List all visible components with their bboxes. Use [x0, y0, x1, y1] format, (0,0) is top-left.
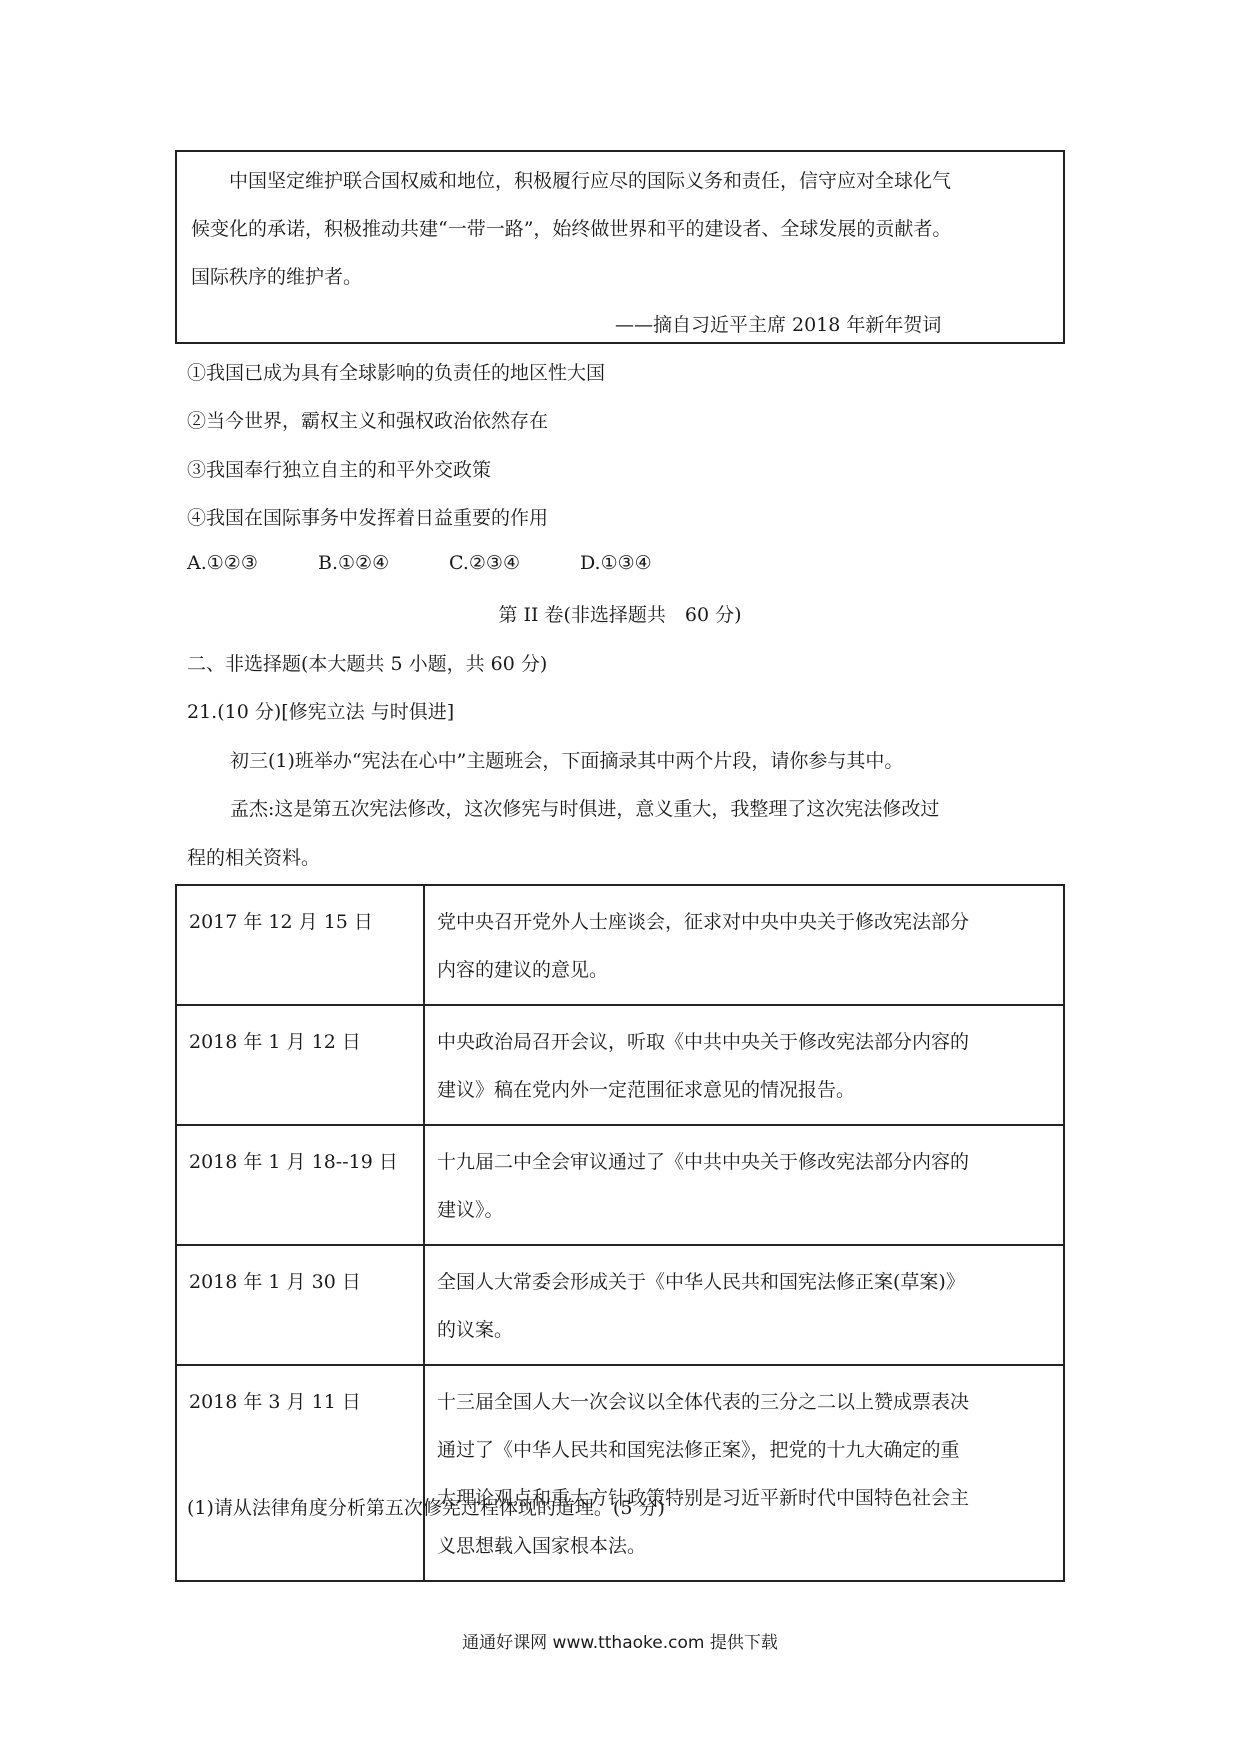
statement-2: ②当今世界，霸权主义和强权政治依然存在: [187, 410, 549, 432]
event-line: 内容的建议的意见。: [437, 959, 609, 981]
option-a: A.①②③: [187, 552, 258, 574]
quote-line: 中国坚定维护联合国权威和地位，积极履行应尽的国际义务和责任，信守应对全球化气: [229, 170, 952, 192]
date-cell: 2018 年 1 月 30 日: [176, 1245, 424, 1365]
timeline-table: [175, 884, 1065, 1582]
event-line: 中央政治局召开会议，听取《中共中央关于修改宪法部分内容的: [437, 1031, 970, 1053]
table-row: [176, 1365, 1064, 1581]
statement-1: ①我国已成为具有全球影响的负责任的地区性大国: [187, 362, 606, 384]
question-intro: 初三(1)班举办“宪法在心中”主题班会，下面摘录其中两个片段，请你参与其中。: [230, 750, 904, 772]
event-line: 建议》稿在党内外一定范围征求意见的情况报告。: [437, 1079, 856, 1101]
table-row: [176, 885, 1064, 1005]
event-line: 十九届二中全会审议通过了《中共中央关于修改宪法部分内容的: [437, 1151, 970, 1173]
question-header: 21.(10 分)[修宪立法 与时俱进]: [187, 701, 455, 723]
event-cell: [424, 885, 1064, 1005]
section-title: 第 II 卷(非选择题共 60 分): [498, 604, 742, 626]
option-d: D.①③④: [580, 552, 652, 574]
statement-4: ④我国在国际事务中发挥着日益重要的作用: [187, 507, 549, 529]
question-paragraph-line: 孟杰:这是第五次宪法修改，这次修宪与时俱进，意义重大，我整理了这次宪法修改过: [230, 798, 940, 820]
page-footer: 通通好课网 www.tthaoke.com 提供下载: [462, 1633, 778, 1653]
event-cell: [424, 1245, 1064, 1365]
date-cell: 2017 年 12 月 15 日: [176, 885, 424, 1005]
section-heading: 二、非选择题(本大题共 5 小题，共 60 分): [187, 653, 548, 675]
event-cell: [424, 1125, 1064, 1245]
date-cell: 2018 年 1 月 12 日: [176, 1005, 424, 1125]
date-cell: 2018 年 3 月 11 日: [176, 1365, 424, 1581]
option-b: B.①②④: [318, 552, 390, 574]
event-line: 建议》。: [437, 1199, 504, 1221]
date-cell: 2018 年 1 月 18--19 日: [176, 1125, 424, 1245]
option-c: C.②③④: [449, 552, 520, 574]
event-line: 的议案。: [437, 1319, 514, 1341]
sub-question: (1)请从法律角度分析第五次修宪过程体现的道理。(5 分): [187, 1497, 665, 1519]
event-line: 党中央召开党外人士座谈会，征求对中央中央关于修改宪法部分: [437, 911, 970, 933]
event-line: 大理论观点和重大方针政策特别是习近平新时代中国特色社会主: [437, 1487, 970, 1509]
event-cell: [424, 1005, 1064, 1125]
quote-attribution: ——摘自习近平主席 2018 年新年贺词: [615, 314, 942, 336]
table-row: [176, 1245, 1064, 1365]
question-paragraph-line: 程的相关资料。: [187, 847, 321, 869]
event-line: 十三届全国人大一次会议以全体代表的三分之二以上赞成票表决: [437, 1391, 970, 1413]
quote-line: 国际秩序的维护者。: [191, 266, 363, 288]
event-cell: [424, 1365, 1064, 1581]
quote-line: 候变化的承诺，积极推动共建“一带一路”，始终做世界和平的建设者、全球发展的贡献者。: [191, 218, 952, 240]
event-line: 义思想载入国家根本法。: [437, 1535, 647, 1557]
table-row: [176, 1005, 1064, 1125]
quote-box: [175, 150, 1065, 344]
statement-3: ③我国奉行独立自主的和平外交政策: [187, 459, 492, 481]
event-line: 全国人大常委会形成关于《中华人民共和国宪法修正案(草案)》: [437, 1271, 965, 1293]
table-row: [176, 1125, 1064, 1245]
event-line: 通过了《中华人民共和国宪法修正案》，把党的十九大确定的重: [437, 1439, 960, 1461]
